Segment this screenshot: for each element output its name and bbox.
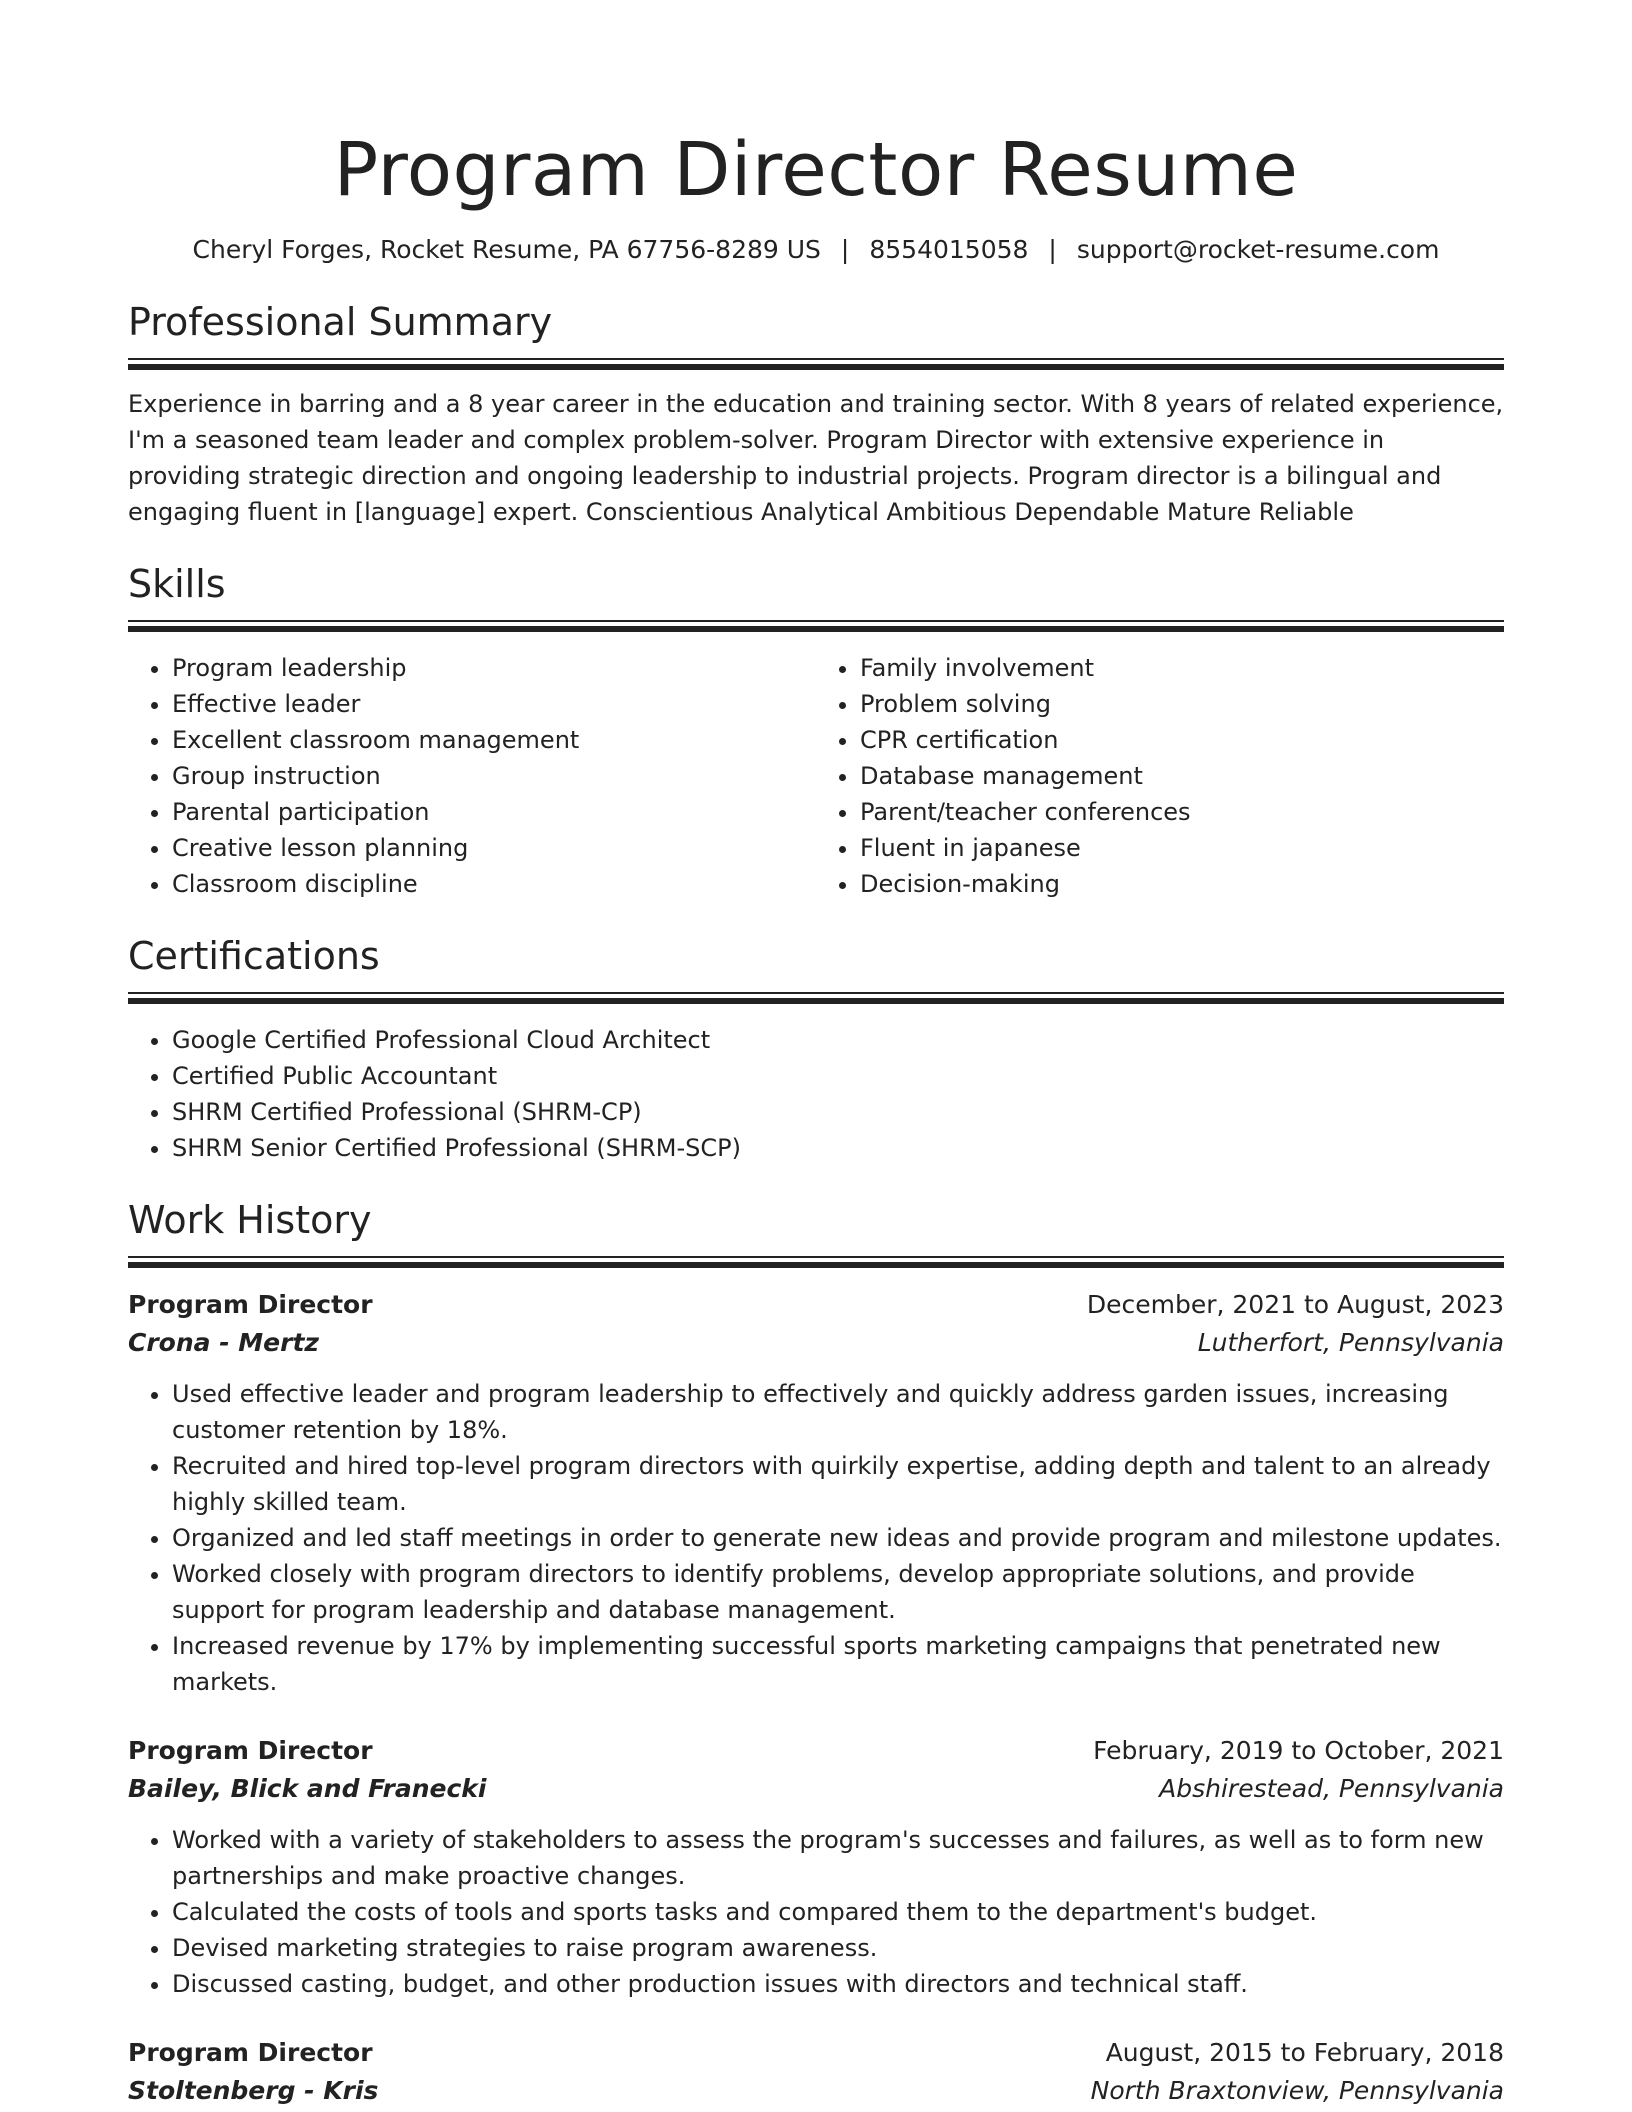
job-company: Crona - Mertz xyxy=(128,1328,319,1357)
certification-item: • Certified Public Accountant xyxy=(172,1058,1504,1094)
job-bullet: • Worked closely with program directors to identify problems, develop appropriate solutions, and provide support for program leadership and database management. xyxy=(172,1556,1504,1628)
section-divider xyxy=(128,992,1504,1004)
skill-item: • Parental participation xyxy=(172,794,816,830)
job-bullet: • Increased revenue by 17% by implementing successful sports marketing campaigns that penetrated new markets. xyxy=(172,1628,1504,1700)
job-entry xyxy=(128,1286,1504,1700)
skill-item: • Decision-making xyxy=(860,866,1504,902)
work-history-section xyxy=(128,1196,1504,2110)
skill-item: • Creative lesson planning xyxy=(172,830,816,866)
skills-grid xyxy=(128,650,1504,902)
skill-item: • Effective leader xyxy=(172,686,816,722)
skill-item: • Program leadership xyxy=(172,650,816,686)
resume-page xyxy=(128,0,1504,2110)
contact-separator: | xyxy=(1048,235,1057,264)
skill-item: • Database management xyxy=(860,758,1504,794)
job-header-row xyxy=(128,2034,1504,2072)
job-title: Program Director xyxy=(128,2038,373,2067)
job-bullet: • Organized and led staff meetings in order to generate new ideas and provide program and milestone updates. xyxy=(172,1520,1504,1556)
job-entry xyxy=(128,1732,1504,2002)
job-bullet: • Discussed casting, budget, and other production issues with directors and technical staff. xyxy=(172,1966,1504,2002)
job-bullet: • Devised marketing strategies to raise program awareness. xyxy=(172,1930,1504,1966)
skill-item: • Problem solving xyxy=(860,686,1504,722)
certification-item: • SHRM Certified Professional (SHRM-CP) xyxy=(172,1094,1504,1130)
job-bullets xyxy=(128,1822,1504,2002)
skill-item: • Fluent in japanese xyxy=(860,830,1504,866)
section-divider xyxy=(128,620,1504,632)
contact-phone: 8554015058 xyxy=(869,235,1029,264)
skills-list-left xyxy=(128,650,816,902)
certification-item: • SHRM Senior Certified Professional (SHRM-SCP) xyxy=(172,1130,1504,1166)
summary-heading: Professional Summary xyxy=(128,300,553,344)
skills-section xyxy=(128,560,1504,902)
job-company: Bailey, Blick and Franecki xyxy=(128,1774,487,1803)
job-location: Lutherfort, Pennsylvania xyxy=(1197,1328,1504,1357)
job-title: Program Director xyxy=(128,1290,373,1319)
job-bullets xyxy=(128,1376,1504,1700)
summary-section xyxy=(128,298,1504,530)
contact-address: Cheryl Forges, Rocket Resume, PA 67756-8289 US xyxy=(192,235,821,264)
section-divider xyxy=(128,1256,1504,1268)
job-title: Program Director xyxy=(128,1736,373,1765)
contact-email: support@rocket-resume.com xyxy=(1076,235,1440,264)
certifications-heading: Certifications xyxy=(128,934,380,978)
section-divider xyxy=(128,358,1504,370)
skill-item: • Classroom discipline xyxy=(172,866,816,902)
skill-item: • Family involvement xyxy=(860,650,1504,686)
work-history-heading: Work History xyxy=(128,1198,372,1242)
job-bullet: • Used effective leader and program leadership to effectively and quickly address garden issues, increasing customer retention by 18%. xyxy=(172,1376,1504,1448)
job-bullet: • Worked with a variety of stakeholders to assess the program's successes and failures, as well as to form new partnerships and make proactive changes. xyxy=(172,1822,1504,1894)
job-dates: August, 2015 to February, 2018 xyxy=(1105,2038,1504,2067)
certifications-list xyxy=(128,1022,1504,1166)
contact-separator: | xyxy=(840,235,850,264)
job-company: Stoltenberg - Kris xyxy=(128,2076,379,2105)
job-subheader-row xyxy=(128,1324,1504,1362)
skill-item: • Excellent classroom management xyxy=(172,722,816,758)
job-header-row xyxy=(128,1732,1504,1770)
job-location: North Braxtonview, Pennsylvania xyxy=(1090,2076,1504,2105)
skills-list-right xyxy=(816,650,1504,902)
certifications-section xyxy=(128,932,1504,1166)
summary-text: Experience in barring and a 8 year career in the education and training sector. With 8 years of related experience, I'm a seasoned team leader and complex problem-solver. Program Director with extensive experience in providing strategic direction and ongoing leadership to industrial projects. Program director is a bilingual and engaging fluent in [language] expert. Conscientious Analytical Ambitious Dependable Mature Reliable xyxy=(128,390,1504,526)
job-subheader-row xyxy=(128,2072,1504,2110)
job-subheader-row xyxy=(128,1770,1504,1808)
skill-item: • CPR certification xyxy=(860,722,1504,758)
certification-item: • Google Certified Professional Cloud Architect xyxy=(172,1022,1504,1058)
job-bullet: • Calculated the costs of tools and sports tasks and compared them to the department's budget. xyxy=(172,1894,1504,1930)
skill-item: • Group instruction xyxy=(172,758,816,794)
page-title: Program Director Resume xyxy=(333,127,1299,213)
job-entry xyxy=(128,2034,1504,2110)
skill-item: • Parent/teacher conferences xyxy=(860,794,1504,830)
job-dates: December, 2021 to August, 2023 xyxy=(1086,1290,1504,1319)
job-location: Abshirestead, Pennsylvania xyxy=(1159,1774,1504,1803)
job-bullet: • Recruited and hired top-level program directors with quirkily expertise, adding depth and talent to an already highly skilled team. xyxy=(172,1448,1504,1520)
job-header-row xyxy=(128,1286,1504,1324)
job-dates: February, 2019 to October, 2021 xyxy=(1093,1736,1504,1765)
contact-line xyxy=(128,232,1504,268)
skills-heading: Skills xyxy=(128,562,226,606)
